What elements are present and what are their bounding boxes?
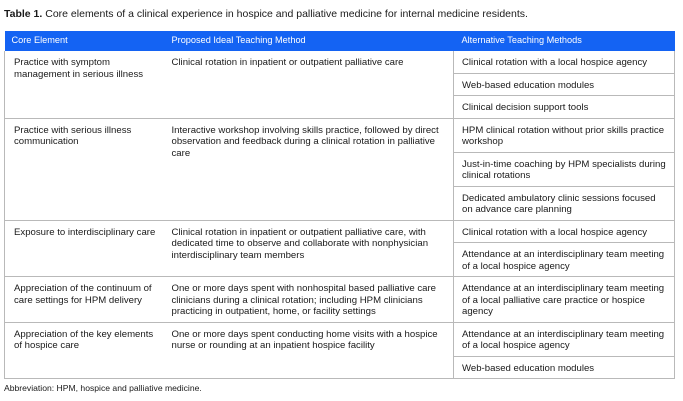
alternative-method-cell: HPM clinical rotation without prior skills practice workshop <box>454 118 675 152</box>
table-row <box>5 51 675 73</box>
ideal-method-cell: One or more days spent conducting home visits with a hospice nurse or rounding at an inpatient hospice facility <box>164 322 454 379</box>
table-caption-label: Table 1. <box>4 8 43 20</box>
table-row <box>5 118 675 152</box>
core-elements-table <box>4 31 675 379</box>
alternative-method-cell: Attendance at an interdisciplinary team meeting of a local hospice agency <box>454 322 675 356</box>
alternative-method-cell: Attendance at an interdisciplinary team meeting of a local hospice agency <box>454 243 675 277</box>
table-row <box>5 220 675 243</box>
alternative-method-cell: Clinical rotation with a local hospice agency <box>454 51 675 73</box>
core-element-cell: Appreciation of the continuum of care settings for HPM delivery <box>5 277 164 323</box>
table-row <box>5 322 675 356</box>
table-caption-text: Core elements of a clinical experience in hospice and palliative medicine for internal medicine residents. <box>45 8 528 20</box>
header-ideal-method: Proposed Ideal Teaching Method <box>164 31 454 51</box>
alternative-method-cell: Attendance at an interdisciplinary team meeting of a local palliative care practice or hospice agency <box>454 277 675 323</box>
alternative-method-cell: Web-based education modules <box>454 356 675 379</box>
table-caption <box>4 8 528 21</box>
core-element-cell: Practice with serious illness communication <box>5 118 164 220</box>
ideal-method-cell: Clinical rotation in inpatient or outpatient palliative care, with dedicated time to observe and collaborate with nonphysician interdisciplinary team members <box>164 220 454 277</box>
alternative-method-cell: Just-in-time coaching by HPM specialists during clinical rotations <box>454 152 675 186</box>
core-element-cell: Practice with symptom management in serious illness <box>5 51 164 118</box>
ideal-method-cell: One or more days spent with nonhospital based palliative care clinicians during a clinical rotation; including HPM clinicians practicing in outpatient, home, or facility settings <box>164 277 454 323</box>
table-header-row <box>5 31 675 51</box>
alternative-method-cell: Web-based education modules <box>454 73 675 96</box>
alternative-method-cell: Clinical rotation with a local hospice agency <box>454 220 675 243</box>
alternative-method-cell: Dedicated ambulatory clinic sessions focused on advance care planning <box>454 186 675 220</box>
table-row <box>5 277 675 323</box>
header-core-element: Core Element <box>5 31 164 51</box>
table-footnote: Abbreviation: HPM, hospice and palliative medicine. <box>4 383 202 393</box>
core-element-cell: Exposure to interdisciplinary care <box>5 220 164 277</box>
header-alternative-methods: Alternative Teaching Methods <box>454 31 675 51</box>
ideal-method-cell: Interactive workshop involving skills practice, followed by direct observation and feedback during a clinical rotation in palliative care <box>164 118 454 220</box>
ideal-method-cell: Clinical rotation in inpatient or outpatient palliative care <box>164 51 454 118</box>
alternative-method-cell: Clinical decision support tools <box>454 96 675 119</box>
core-element-cell: Appreciation of the key elements of hospice care <box>5 322 164 379</box>
